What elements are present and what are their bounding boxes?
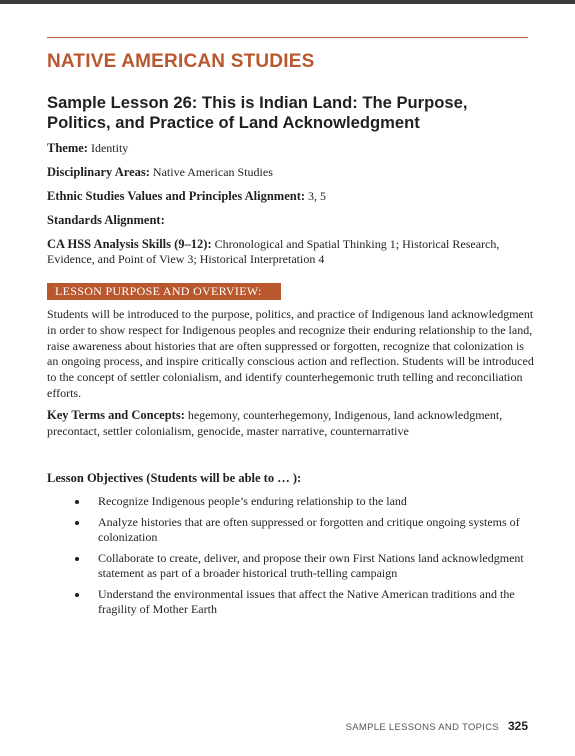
key-terms-value: hegemony, counterhegemony, Indigenous, land acknowledgment, precontact, settler colonialism, genocide, master narrative, counternarrative (47, 408, 503, 438)
disciplinary-areas-value: Native American Studies (152, 165, 273, 179)
disciplinary-areas-label: Disciplinary Areas: (47, 165, 150, 179)
theme-value: Identity (90, 141, 129, 155)
key-terms-label: Key Terms and Concepts: (47, 408, 185, 422)
bullet-icon (75, 500, 79, 504)
bullet-icon (75, 521, 79, 525)
section-title: NATIVE AMERICAN STUDIES (47, 51, 315, 72)
bullet-icon (75, 593, 79, 597)
lesson-objectives-heading: Lesson Objectives (Students will be able to … ): (47, 471, 302, 485)
disciplinary-areas-line (47, 165, 537, 180)
analysis-skills-value: Chronological and Spatial Thinking 1; Historical Research, Evidence, and Point of View 3; Historical Interpretation 4 (47, 237, 500, 266)
lesson-objectives-list (47, 494, 537, 623)
values-alignment-value: 3, 5 (308, 189, 327, 203)
standards-alignment-label: Standards Alignment: (47, 213, 165, 227)
objective-text: Collaborate to create, deliver, and propose their own First Nations land acknowledgment statement as part of a broader historical truth-telling campaign (98, 551, 524, 580)
theme-line (47, 141, 537, 156)
lesson-purpose-heading: LESSON PURPOSE AND OVERVIEW: (47, 283, 281, 300)
page-number: 325 (507, 719, 528, 733)
page-footer (346, 719, 528, 733)
analysis-skills-line (47, 237, 537, 267)
values-alignment-label: Ethnic Studies Values and Principles Alignment: (47, 189, 306, 203)
objective-item (47, 494, 537, 509)
objective-item (47, 515, 537, 545)
objective-text: Recognize Indigenous people’s enduring relationship to the land (98, 494, 407, 508)
theme-label: Theme: (47, 141, 88, 155)
top-border (0, 0, 575, 4)
key-terms-paragraph (47, 408, 537, 440)
objective-item (47, 551, 537, 581)
lesson-purpose-text: Students will be introduced to the purpose, politics, and practice of Indigenous land acknowledgment in order to show respect for Indigenous peoples and recognize their enduring relationship to the land, raise awareness about histories that are often suppressed or forgotten, recognize that colonization is an ongoing process, and inspire critically conscious action and reflection. Students will be introduced to the concept of settler colonialism, and identify counterhegemonic truth telling and reconciliation efforts. (47, 307, 534, 400)
standards-alignment-line (47, 213, 537, 228)
analysis-skills-label: CA HSS Analysis Skills (9–12): (47, 237, 212, 251)
bullet-icon (75, 557, 79, 561)
footer-text: SAMPLE LESSONS AND TOPICS (345, 722, 500, 733)
objective-item (47, 587, 537, 617)
section-rule (47, 37, 528, 38)
objective-text: Understand the environmental issues that affect the Native American traditions and the fragility of Mother Earth (98, 587, 515, 616)
lesson-title: Sample Lesson 26: This is Indian Land: The Purpose, Politics, and Practice of Land Acknowledgment (47, 93, 468, 132)
objective-text: Analyze histories that are often suppressed or forgotten and critique ongoing systems of colonization (98, 515, 520, 544)
values-alignment-line (47, 189, 537, 204)
